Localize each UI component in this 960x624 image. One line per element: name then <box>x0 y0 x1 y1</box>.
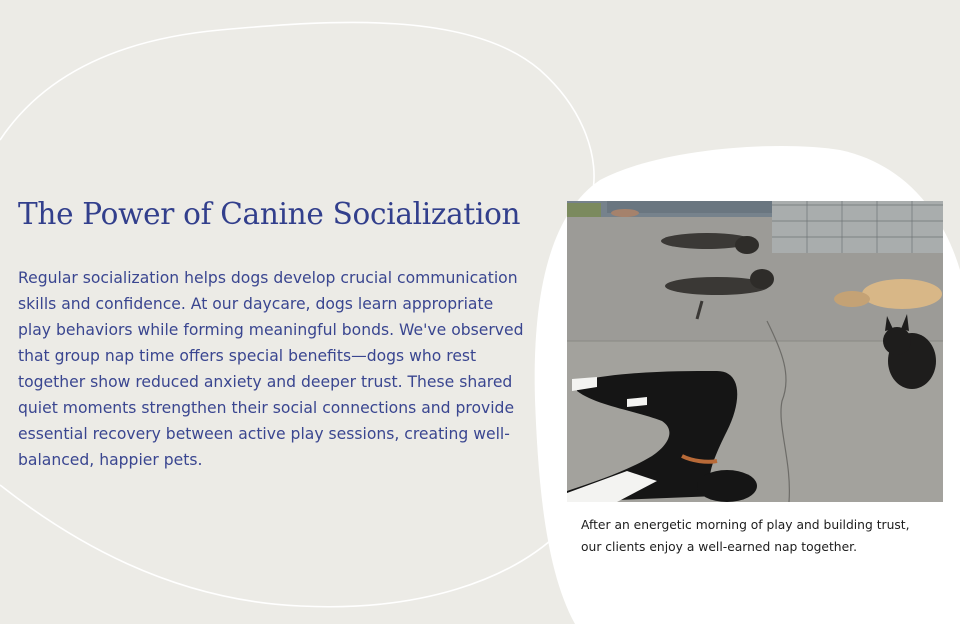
section-title: The Power of Canine Socialization <box>18 197 521 231</box>
section-body-text: Regular socialization helps dogs develop crucial communication skills and confidence. At our daycare, dogs learn appropriate play behaviors while forming meaningful bonds. We've observed that group nap time offers special benefits—dogs who rest together show reduced anxiety and deeper trust. These shared quiet moments strengthen their social connections and provide essential recovery between active play sessions, creating well-balanced, happier pets. <box>18 269 524 469</box>
photo-caption: After an energetic morning of play and building trust, our clients enjoy a well-earned nap together. <box>581 518 910 554</box>
sleeping-dogs-photo <box>567 201 943 502</box>
